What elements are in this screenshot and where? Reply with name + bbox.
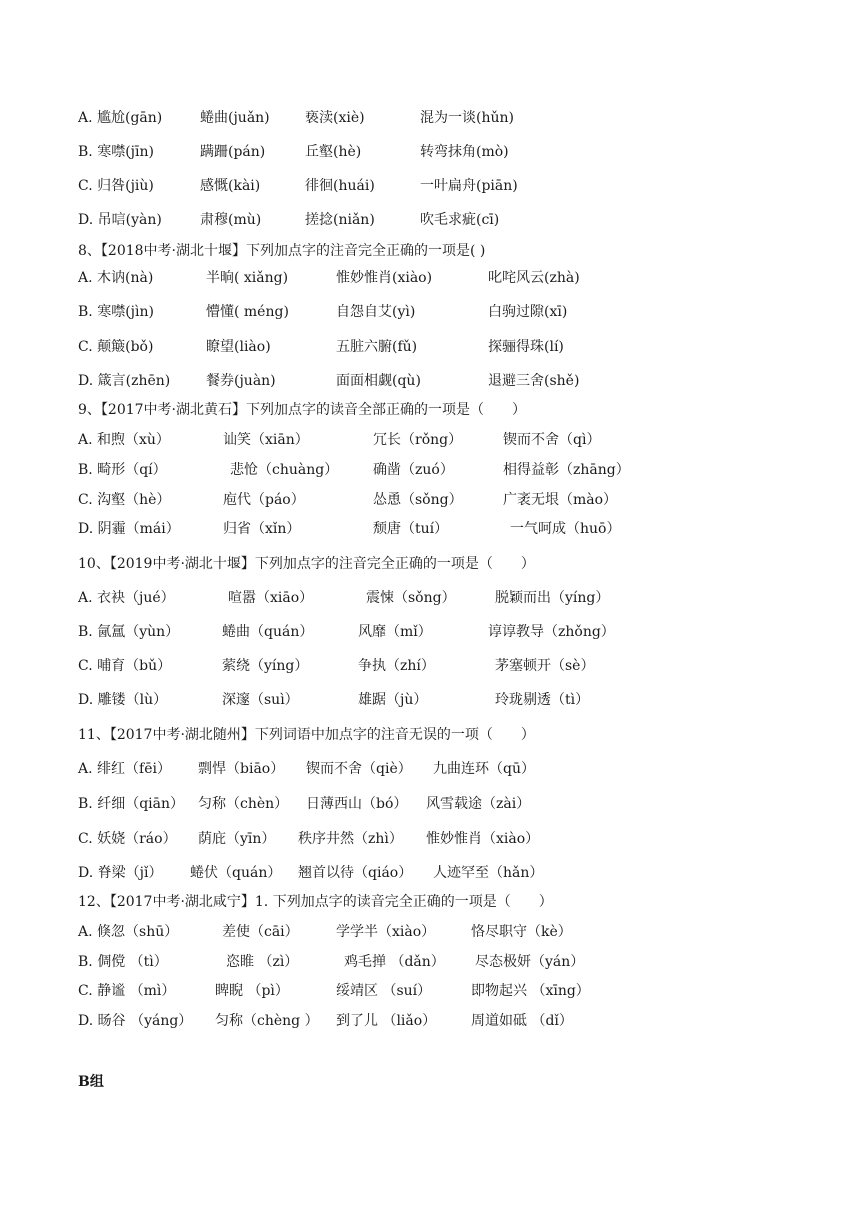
option-cell: 一气呵成（huō） bbox=[510, 521, 621, 537]
option-cell: 搓捻(niǎn) bbox=[305, 212, 375, 228]
option-cell: 日薄西山（bó） bbox=[306, 796, 408, 812]
option-cell: 喧嚣（xiāo） bbox=[228, 590, 314, 606]
option-cell: 锲而不舍（qiè） bbox=[306, 761, 412, 777]
option-cell: 归省（xǐn） bbox=[223, 521, 301, 537]
question-stem-text: 10、【2019中考·湖北十堰】下列加点字的注音完全正确的一项是（ ） bbox=[78, 556, 535, 572]
option-cell: 匀称（chèng ） bbox=[215, 1013, 319, 1029]
option-cell: D. 阴霾（mái） bbox=[78, 521, 180, 537]
option-cell: 徘徊(huái) bbox=[305, 178, 375, 194]
option-cell: B. 纤细（qiān） bbox=[78, 796, 184, 812]
option-cell: 周道如砥 （dǐ） bbox=[471, 1013, 573, 1029]
option-cell: C. 哺育（bǔ） bbox=[78, 658, 172, 674]
option-cell: 翘首以待（qiáo） bbox=[298, 865, 413, 881]
option-cell: C. 静谧 （mì） bbox=[78, 983, 176, 999]
option-cell: 亵渎(xiè) bbox=[305, 110, 365, 126]
option-cell: 风雪载途（zài） bbox=[426, 796, 531, 812]
option-cell: 悲怆（chuàng） bbox=[230, 462, 339, 478]
option-cell: 自怨自艾(yì) bbox=[336, 304, 416, 320]
option-cell: D. 脊梁（jǐ） bbox=[78, 865, 163, 881]
option-cell: C. 颠簸(bǒ) bbox=[78, 339, 154, 355]
option-cell: 懵懂( méng) bbox=[206, 304, 289, 320]
option-cell: 秩序井然（zhì） bbox=[298, 831, 403, 847]
option-cell: 剽悍（biāo） bbox=[198, 761, 285, 777]
question-stem-text: 11、【2017中考·湖北随州】下列词语中加点字的注音无误的一项（ ） bbox=[78, 727, 535, 743]
option-cell: A. 绯红（fēi） bbox=[78, 761, 171, 777]
option-cell: A. 衣袂（jué） bbox=[78, 590, 175, 606]
option-cell: C. 归咎(jiù) bbox=[78, 178, 154, 194]
option-cell: 退避三舍(shě) bbox=[488, 373, 580, 389]
option-cell: 蹒跚(pán) bbox=[200, 144, 266, 160]
option-cell: 怂恿（sǒng） bbox=[373, 492, 463, 508]
option-cell: 锲而不舍（qì） bbox=[503, 432, 601, 448]
option-cell: 相得益彰（zhāng） bbox=[503, 462, 630, 478]
question-stem-text: 9、【2017中考·湖北黄石】下列加点字的读音全部正确的一项是（ ） bbox=[78, 402, 526, 418]
option-cell: 半晌( xiǎng) bbox=[206, 270, 289, 286]
option-cell: B. 寒噤(jìn) bbox=[78, 304, 154, 320]
option-cell: 风靡（mǐ） bbox=[358, 624, 432, 640]
option-cell: 差使（cāi） bbox=[222, 924, 299, 940]
option-cell: 九曲连环（qū） bbox=[433, 761, 535, 777]
option-cell: 即物起兴 （xīng） bbox=[471, 983, 590, 999]
option-cell: 深邃（suì） bbox=[222, 692, 299, 708]
option-cell: 混为一谈(hǔn) bbox=[420, 110, 514, 126]
option-cell: 鸡毛掸 （dǎn） bbox=[344, 954, 445, 970]
option-cell: B. 寒噤(jīn) bbox=[78, 144, 154, 160]
option-cell: 面面相觑(qù) bbox=[336, 373, 421, 389]
option-cell: 睥睨 （pì） bbox=[215, 983, 289, 999]
option-cell: C. 沟壑（hè） bbox=[78, 492, 171, 508]
question-stem-text: 12、【2017中考·湖北咸宁】1. 下列加点字的读音完全正确的一项是（ ） bbox=[78, 894, 553, 910]
option-cell: 颓唐（tuí） bbox=[373, 521, 449, 537]
option-cell: 探骊得珠(lí) bbox=[488, 339, 564, 355]
option-cell: 感慨(kài) bbox=[200, 178, 261, 194]
option-cell: 绥靖区 （suí） bbox=[336, 983, 432, 999]
option-cell: A. 木讷(nà) bbox=[78, 270, 154, 286]
option-cell: B. 畸形（qí） bbox=[78, 462, 167, 478]
option-cell: 恣睢 （zì） bbox=[226, 954, 299, 970]
option-cell: 蜷伏（quán） bbox=[190, 865, 282, 881]
option-cell: 荫庇（yīn） bbox=[198, 831, 276, 847]
option-cell: 冗长（rǒng） bbox=[373, 432, 463, 448]
option-cell: 蜷曲(juǎn) bbox=[200, 110, 270, 126]
option-cell: 脱颖而出（yíng） bbox=[495, 590, 610, 606]
option-cell: 确凿（zuó） bbox=[373, 462, 454, 478]
option-cell: 到了儿 （liǎo） bbox=[336, 1013, 437, 1029]
option-cell: 吹毛求疵(cī) bbox=[420, 212, 500, 228]
section-title: B组 bbox=[78, 1074, 104, 1090]
option-cell: 谆谆教导（zhǒng） bbox=[488, 624, 615, 640]
option-cell: 蜷曲（quán） bbox=[222, 624, 314, 640]
option-cell: 恪尽职守（kè） bbox=[471, 924, 572, 940]
option-cell: 庖代（páo） bbox=[223, 492, 305, 508]
option-cell: 震悚（sǒng） bbox=[366, 590, 456, 606]
option-cell: 争执（zhí） bbox=[358, 658, 435, 674]
option-cell: 人迹罕至（hǎn） bbox=[433, 865, 544, 881]
option-cell: B. 倜傥 （tì） bbox=[78, 954, 168, 970]
option-cell: 肃穆(mù) bbox=[200, 212, 262, 228]
option-cell: 一叶扁舟(piān) bbox=[420, 178, 518, 194]
option-cell: 叱咤风云(zhà) bbox=[488, 270, 580, 286]
option-cell: 尽态极妍（yán） bbox=[475, 954, 585, 970]
option-cell: D. 箴言(zhēn) bbox=[78, 373, 171, 389]
option-cell: 转弯抹角(mò) bbox=[420, 144, 509, 160]
option-cell: 讪笑（xiān） bbox=[223, 432, 309, 448]
option-cell: D. 旸谷 （yáng） bbox=[78, 1013, 193, 1029]
option-cell: 玲珑剔透（tì） bbox=[495, 692, 590, 708]
option-cell: D. 吊唁(yàn) bbox=[78, 212, 162, 228]
option-cell: 萦绕（yíng） bbox=[222, 658, 309, 674]
option-cell: A. 和煦（xù） bbox=[78, 432, 170, 448]
option-cell: 匀称（chèn） bbox=[198, 796, 289, 812]
option-cell: 丘壑(hè) bbox=[305, 144, 362, 160]
option-cell: 广袤无垠（mào） bbox=[503, 492, 618, 508]
option-cell: 惟妙惟肖(xiào) bbox=[336, 270, 433, 286]
option-cell: 雄踞（jù） bbox=[358, 692, 428, 708]
option-cell: 餐券(juàn) bbox=[206, 373, 276, 389]
question-stem-text: 8、【2018中考·湖北十堰】下列加点字的注音完全正确的一项是( ) bbox=[78, 243, 486, 259]
option-cell: 五脏六腑(fǔ) bbox=[336, 339, 418, 355]
option-cell: B. 氤氲（yùn） bbox=[78, 624, 180, 640]
option-cell: 学学半（xiào） bbox=[336, 924, 436, 940]
option-cell: 瞭望(liào) bbox=[206, 339, 271, 355]
option-cell: D. 雕镂（lù） bbox=[78, 692, 168, 708]
option-cell: 惟妙惟肖（xiào） bbox=[426, 831, 540, 847]
option-cell: C. 妖娆（ráo） bbox=[78, 831, 177, 847]
option-cell: 茅塞顿开（sè） bbox=[495, 658, 595, 674]
option-cell: 白驹过隙(xī) bbox=[488, 304, 568, 320]
option-cell: A. 尴尬(gān) bbox=[78, 110, 163, 126]
option-cell: A. 倏忽（shū） bbox=[78, 924, 179, 940]
